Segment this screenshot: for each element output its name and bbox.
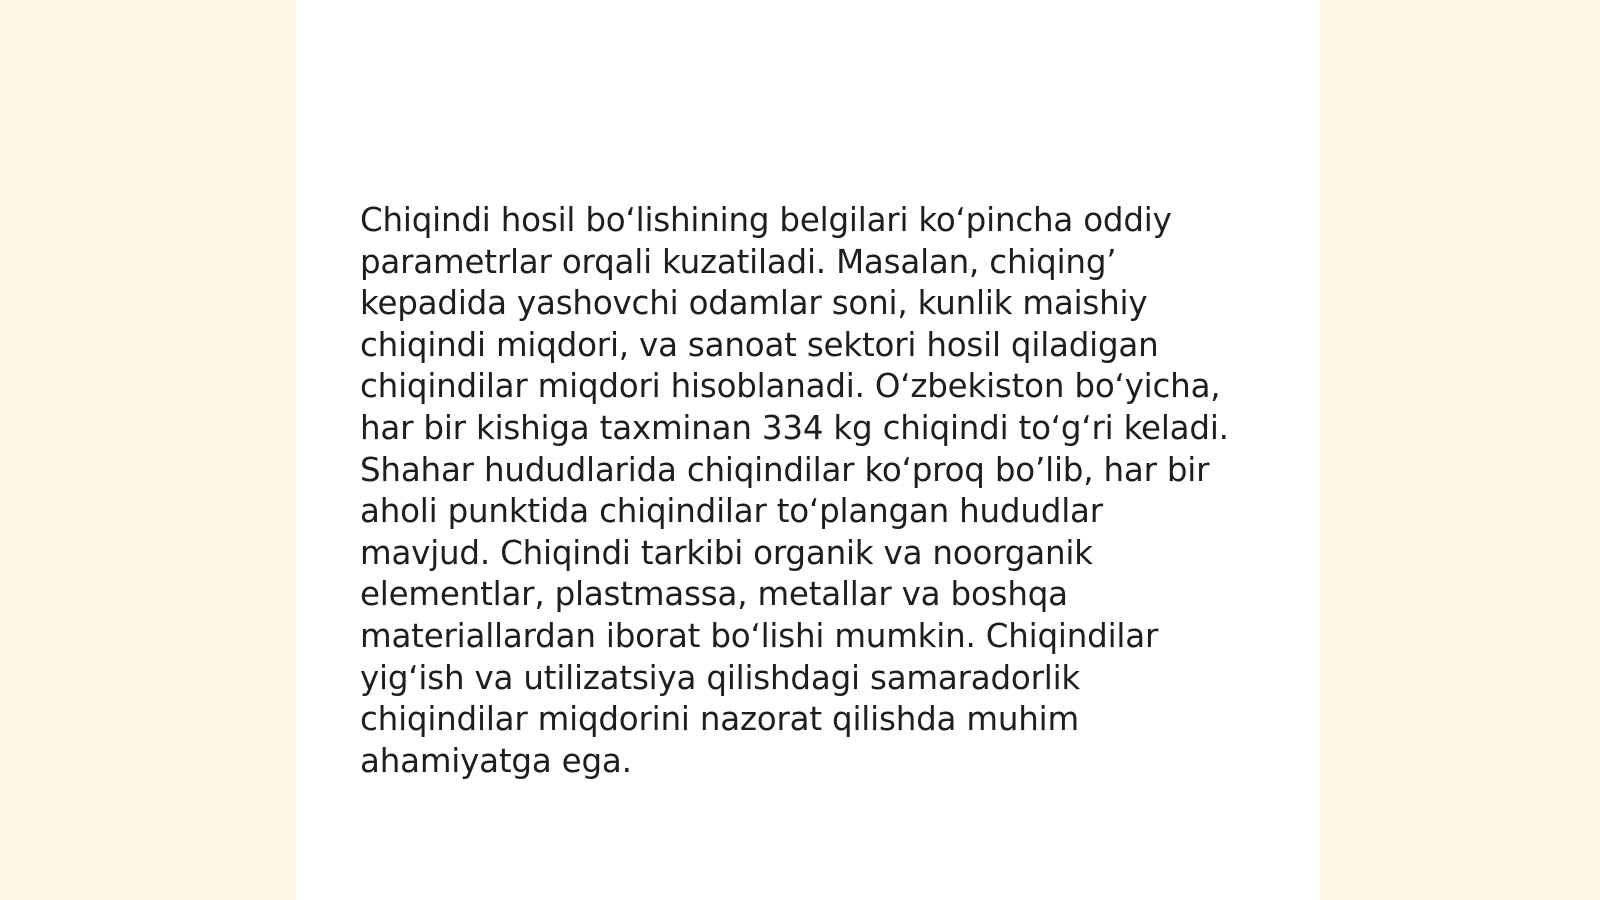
slide-page xyxy=(296,0,1320,900)
body-line: har bir kishiga taxminan 334 kg chiqindi toʻgʻri keladi. xyxy=(360,408,1229,447)
body-line: kepadida yashovchi odamlar soni, kunlik maishiy xyxy=(360,284,1148,323)
body-line: materiallardan iborat boʻlishi mumkin. Chiqindilar xyxy=(360,616,1159,655)
left-margin-background xyxy=(0,0,296,900)
slide-body-text xyxy=(360,200,1240,782)
body-line: chiqindilar miqdorini nazorat qilishda muhim xyxy=(360,700,1079,739)
body-line: elementlar, plastmassa, metallar va boshqa xyxy=(360,575,1068,614)
right-margin-background xyxy=(1320,0,1600,900)
body-line: aholi punktida chiqindilar toʻplangan hududlar xyxy=(360,492,1103,531)
body-line: parametrlar orqali kuzatiladi. Masalan, chiqingʼ xyxy=(360,242,1117,281)
body-line: Chiqindi hosil boʻlishining belgilari koʻpincha oddiy xyxy=(360,201,1172,239)
body-line: chiqindi miqdori, va sanoat sektori hosil qiladigan xyxy=(360,325,1159,364)
body-line: Shahar hududlarida chiqindilar koʻproq boʼlib, har bir xyxy=(360,450,1210,489)
body-line: yigʻish va utilizatsiya qilishdagi samaradorlik xyxy=(360,658,1081,697)
body-line: ahamiyatga ega. xyxy=(360,741,632,780)
body-line: mavjud. Chiqindi tarkibi organik va noorganik xyxy=(360,533,1093,572)
body-line: chiqindilar miqdori hisoblanadi. Oʻzbekiston boʻyicha, xyxy=(360,367,1221,406)
